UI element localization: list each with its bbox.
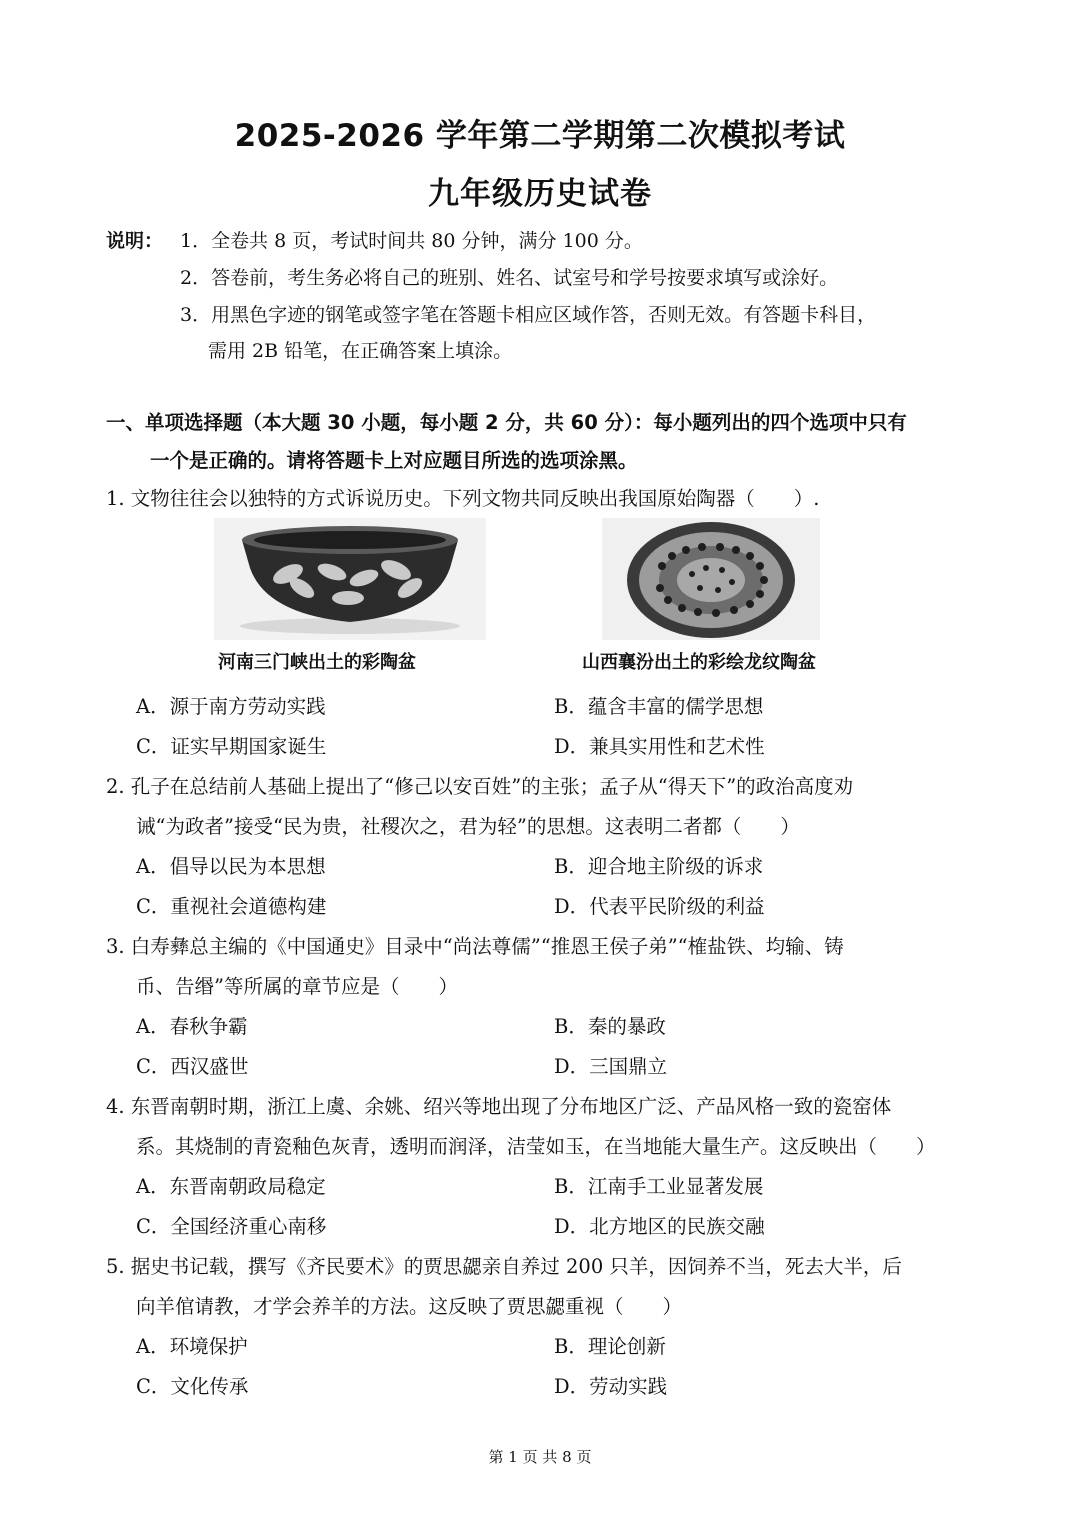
q2-option-a: A．倡导以民为本思想 — [136, 855, 326, 878]
q5-option-c: C．文化传承 — [136, 1375, 249, 1398]
question-3-stem-line-2: 币、告缗”等所属的章节应是（ ） — [136, 975, 458, 998]
exam-title: 2025-2026 学年第二学期第二次模拟考试 — [234, 118, 846, 154]
q5-option-b: B．理论创新 — [554, 1335, 666, 1358]
q4-option-c: C．全国经济重心南移 — [136, 1215, 327, 1238]
q3-option-d: D．三国鼎立 — [554, 1055, 668, 1078]
question-3-stem-line-1: 3. 白寿彝总主编的《中国通史》目录中“尚法尊儒”“推恩王侯子弟”“榷盐铁、均输、铸 — [106, 935, 844, 958]
question-4-stem-line-2: 系。其烧制的青瓷釉色灰青，透明而润泽，洁莹如玉，在当地能大量生产。这反映出（ ） — [136, 1135, 936, 1158]
figure-caption-1: 河南三门峡出土的彩陶盆 — [218, 652, 416, 673]
q1-option-a: A．源于南方劳动实践 — [136, 695, 326, 718]
q1-option-b: B．蕴含丰富的儒学思想 — [554, 695, 764, 718]
dragon-basin-image — [602, 518, 820, 640]
question-4-stem-line-1: 4. 东晋南朝时期，浙江上虞、余姚、绍兴等地出现了分布地区广泛、产品风格一致的瓷窑体 — [106, 1095, 892, 1118]
section-heading — [106, 404, 986, 480]
dragon-basin-photo — [602, 518, 820, 640]
note-item-3: 3．用黑色字迹的钢笔或签字笔在答题卡相应区域作答，否则无效。有答题卡科目， — [180, 304, 877, 326]
figure-caption-2: 山西襄汾出土的彩绘龙纹陶盆 — [582, 652, 816, 673]
notes-label: 说明： — [106, 230, 164, 252]
section-heading-line-2: 一个是正确的。请将答题卡上对应题目所选的选项涂黑。 — [150, 449, 638, 472]
page-footer: 第 1 页 共 8 页 — [488, 1448, 592, 1466]
note-item-2: 2．答卷前，考生务必将自己的班别、姓名、试室号和学号按要求填写或涂好。 — [180, 267, 839, 289]
q1-option-d: D．兼具实用性和艺术性 — [554, 735, 765, 758]
note-item-3-continued: 需用 2B 铅笔，在正确答案上填涂。 — [208, 340, 513, 362]
q4-option-b: B．江南手工业显著发展 — [554, 1175, 764, 1198]
q5-option-a: A．环境保护 — [136, 1335, 248, 1358]
q1-option-c: C．证实早期国家诞生 — [136, 735, 327, 758]
question-2-stem-line-2: 诫“为政者”接受“民为贵，社稷次之，君为轻”的思想。这表明二者都（ ） — [136, 815, 800, 838]
q2-option-b: B．迎合地主阶级的诉求 — [554, 855, 764, 878]
q3-option-a: A．春秋争霸 — [136, 1015, 248, 1038]
q2-option-c: C．重视社会道德构建 — [136, 895, 327, 918]
question-1-stem: 1. 文物往往会以独特的方式诉说历史。下列文物共同反映出我国原始陶器（ ）. — [106, 487, 820, 510]
pottery-bowl-image — [214, 518, 486, 640]
q4-option-d: D．北方地区的民族交融 — [554, 1215, 765, 1238]
q4-option-a: A．东晋南朝政局稳定 — [136, 1175, 326, 1198]
pottery-bowl-photo — [214, 518, 486, 640]
note-item-1: 1．全卷共 8 页，考试时间共 80 分钟，满分 100 分。 — [180, 230, 643, 252]
section-heading-line-1: 一、单项选择题（本大题 30 小题，每小题 2 分，共 60 分）：每小题列出的四个选项中只有 — [106, 411, 907, 434]
q5-option-d: D．劳动实践 — [554, 1375, 668, 1398]
q3-option-c: C．西汉盛世 — [136, 1055, 249, 1078]
exam-subtitle: 九年级历史试卷 — [428, 176, 652, 212]
question-2-stem-line-1: 2. 孔子在总结前人基础上提出了“修己以安百姓”的主张；孟子从“得天下”的政治高度劝 — [106, 775, 854, 798]
q3-option-b: B．秦的暴政 — [554, 1015, 666, 1038]
question-5-stem-line-1: 5. 据史书记载，撰写《齐民要术》的贾思勰亲自养过 200 只羊，因饲养不当，死去大半，后 — [106, 1255, 902, 1278]
q2-option-d: D．代表平民阶级的利益 — [554, 895, 765, 918]
question-5-stem-line-2: 向羊倌请教，才学会养羊的方法。这反映了贾思勰重视（ ） — [136, 1295, 683, 1318]
